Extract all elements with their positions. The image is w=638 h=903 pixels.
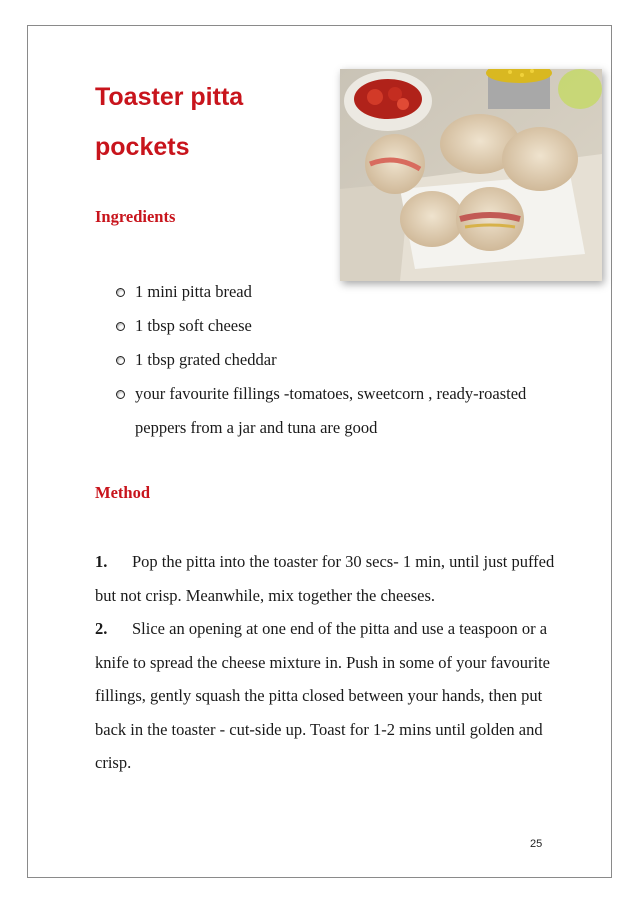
step-number: 2. bbox=[95, 619, 108, 638]
page-number: 25 bbox=[530, 838, 543, 850]
ingredient-text: 1 tbsp soft cheese bbox=[135, 316, 252, 335]
list-item bbox=[95, 309, 555, 343]
list-item bbox=[95, 275, 555, 309]
ingredients-heading: Ingredients bbox=[95, 207, 176, 226]
list-item bbox=[95, 343, 555, 377]
bullet-icon bbox=[116, 322, 125, 331]
bullet-icon bbox=[116, 356, 125, 365]
recipe-title: Toaster pitta pockets bbox=[95, 83, 244, 161]
method-step bbox=[95, 545, 555, 612]
method-step bbox=[95, 612, 555, 780]
list-item bbox=[95, 377, 555, 445]
step-number: 1. bbox=[95, 552, 108, 571]
ingredient-text: 1 tbsp grated cheddar bbox=[135, 350, 277, 369]
step-text: Pop the pitta into the toaster for 30 secs- 1 min, until just puffed but not crisp. Meanwhile, mix together the cheeses. bbox=[95, 552, 555, 605]
bullet-icon bbox=[116, 390, 125, 399]
bullet-icon bbox=[116, 288, 125, 297]
step-text: Slice an opening at one end of the pitta and use a teaspoon or a knife to spread the cheese mixture in. Push in some of your favourite fillings, gently squash the pitta closed between your hands, then put back in the toaster - cut-side up. Toast for 1-2 mins until golden and crisp. bbox=[95, 619, 551, 772]
ingredient-text: your favourite fillings -tomatoes, sweetcorn , ready-roasted peppers from a jar and tuna are good bbox=[135, 384, 527, 437]
pitta-pockets-photo bbox=[340, 69, 602, 281]
ingredients-list bbox=[95, 275, 555, 445]
method-steps bbox=[95, 545, 555, 780]
method-heading: Method bbox=[95, 483, 150, 502]
ingredient-text: 1 mini pitta bread bbox=[135, 282, 252, 301]
